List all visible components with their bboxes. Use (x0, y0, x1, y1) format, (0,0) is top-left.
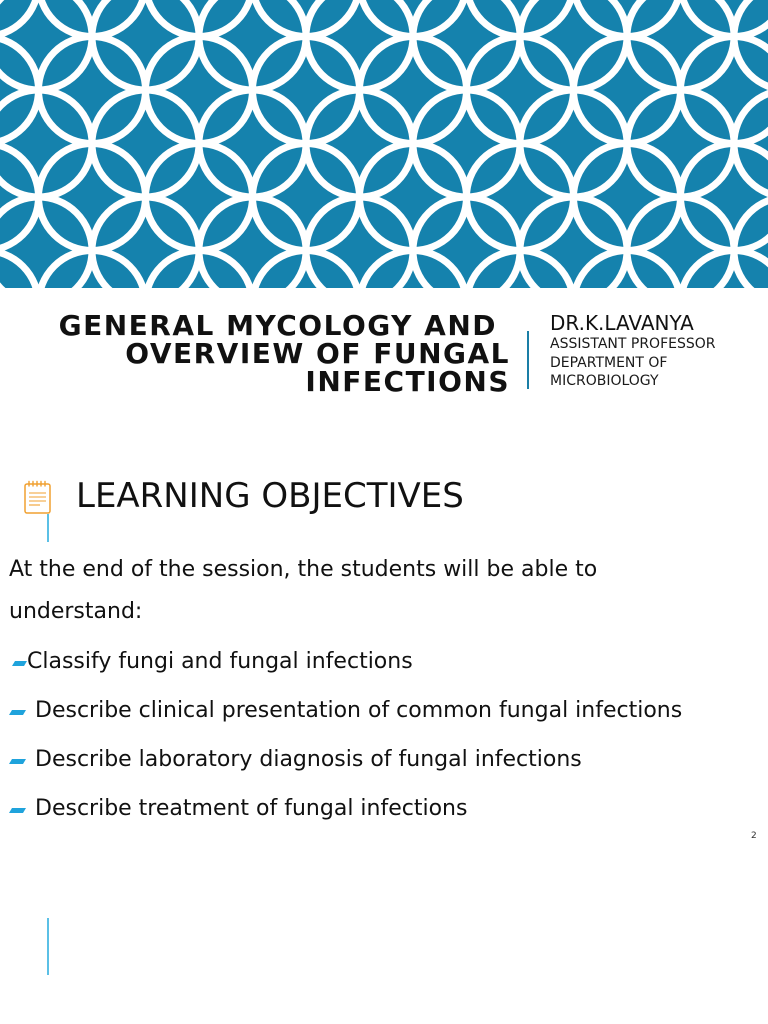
intro-line: At the end of the session, the students will be able to (9, 557, 598, 582)
notepad-icon (23, 480, 53, 516)
bullet-icon (9, 652, 27, 672)
title-divider (527, 331, 529, 389)
list-item (9, 637, 764, 686)
bullet-icon (9, 799, 27, 819)
author-department: MICROBIOLOGY (550, 373, 659, 389)
intro-text (9, 549, 709, 633)
list-item (9, 735, 764, 784)
page-number: 2 (751, 831, 757, 841)
accent-rule (47, 918, 49, 975)
banner-pattern (0, 0, 768, 288)
list-item-text: Describe laboratory diagnosis of fungal infections (35, 747, 582, 772)
slide-title (20, 309, 510, 398)
author-department: DEPARTMENT OF (550, 354, 668, 371)
bullet-icon (9, 750, 27, 770)
list-item (9, 784, 764, 833)
objectives-list (9, 637, 764, 833)
author-block (550, 311, 765, 391)
accent-rule (47, 514, 49, 542)
author-position: ASSISTANT PROFESSOR (550, 336, 716, 352)
list-item-text: Classify fungi and fungal infections (27, 649, 413, 674)
title-line: GENERAL MYCOLOGY AND (58, 309, 497, 342)
title-line: INFECTIONS (305, 365, 510, 398)
list-item-text: Describe clinical presentation of common fungal infections (35, 698, 683, 723)
title-line: OVERVIEW OF FUNGAL (125, 337, 510, 370)
list-item (9, 686, 764, 735)
intro-line: understand: (9, 599, 143, 624)
author-name: DR.K.LAVANYA (550, 311, 694, 335)
list-item-text: Describe treatment of fungal infections (35, 796, 468, 821)
bullet-icon (9, 701, 27, 721)
section-heading: LEARNING OBJECTIVES (76, 476, 464, 516)
